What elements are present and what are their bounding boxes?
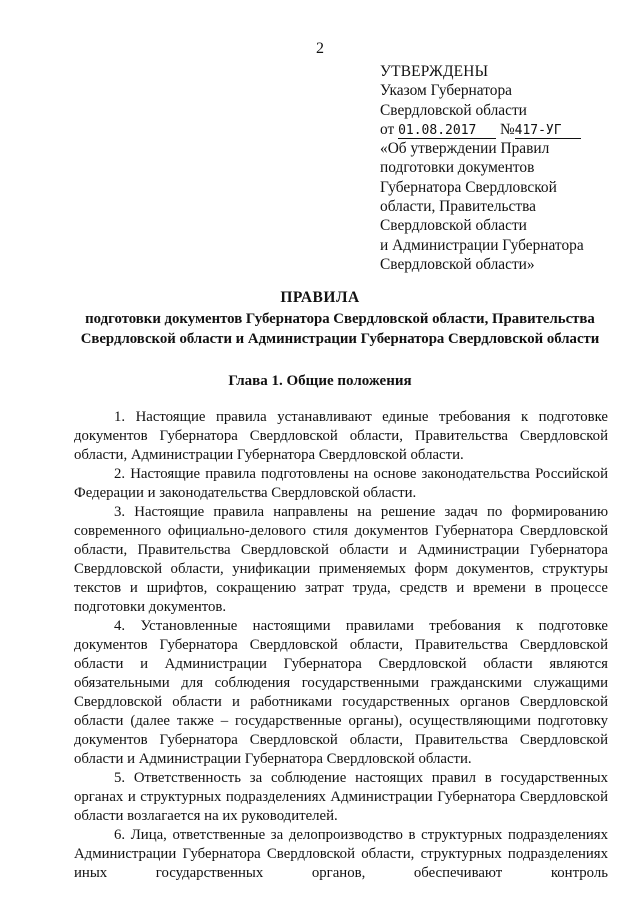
- paragraph: 6. Лица, ответственные за делопроизводство в структурных подразделениях Администрации Губернатора Свердловской области, структурных подразделениях иных государственных органов, обеспечивают контроль: [74, 827, 608, 881]
- paragraph: 3. Настоящие правила направлены на решение задач по формированию современного официально-делового стиля документов Губернатора Свердловской области, Правительства Свердловской области и Администрации Губернатора Свердловской области, унификации применяемых форм документов, структуры текстов и шрифтов, сокращению затрат труда, средств и времени в процессе подготовки документов.: [74, 504, 608, 615]
- number-prefix: №: [499, 120, 515, 138]
- document-title: ПРАВИЛА: [280, 289, 360, 306]
- document-body: [74, 408, 608, 883]
- paragraph: 1. Настоящие правила устанавливают единые требования к подготовке документов Губернатора Свердловской области, Правительства Свердловской области, Администрации Губернатора Свердловской области.: [74, 409, 608, 463]
- approval-stamp-block: [380, 62, 615, 274]
- decree-title-line: подготовки документов: [380, 159, 535, 177]
- approved-heading: УТВЕРЖДЕНЫ: [380, 63, 489, 80]
- decree-title-line: области, Правительства: [380, 198, 536, 216]
- decree-date: 01.08.2017: [398, 123, 496, 139]
- decree-number: 417-УГ: [515, 123, 581, 139]
- decree-title-line: Свердловской области: [380, 217, 527, 235]
- decree-title-line: «Об утверждении Правил: [380, 140, 550, 158]
- paragraph: 2. Настоящие правила подготовлены на основе законодательства Российской Федерации и законодательства Свердловской области.: [74, 466, 608, 501]
- document-subtitle: подготовки документов Губернатора Свердловской области, Правительства Свердловской области и Администрации Губернатора Свердловской области: [80, 311, 600, 347]
- decree-date-line: [380, 120, 615, 139]
- page-number: 2: [316, 40, 324, 57]
- decree-title-line: Губернатора Свердловской: [380, 178, 557, 196]
- approval-line-2: Свердловской области: [380, 101, 527, 119]
- chapter-heading: Глава 1. Общие положения: [228, 373, 412, 389]
- paragraph: 5. Ответственность за соблюдение настоящих правил в государственных органах и структурных подразделениях Администрации Губернатора Свердловской области возлагается на их руководителей.: [74, 770, 608, 824]
- date-prefix: от: [380, 120, 395, 138]
- paragraph: 4. Установленные настоящими правилами требования к подготовке документов Губернатора Свердловской области, Правительства Свердловской области и Администрации Губернатора Свердловской области являются обязательными для соблюдения государственными гражданскими служащими Свердловской области и работниками государственных органов Свердловской области (далее также – государственные органы), осуществляющими подготовку документов Губернатора Свердловской области, Правительства Свердловской области и Администрации Губернатора Свердловской области.: [74, 618, 608, 767]
- decree-title-line: и Администрации Губернатора: [380, 236, 584, 254]
- approval-line-1: Указом Губернатора: [380, 82, 512, 100]
- decree-title-line: Свердловской области»: [380, 255, 535, 273]
